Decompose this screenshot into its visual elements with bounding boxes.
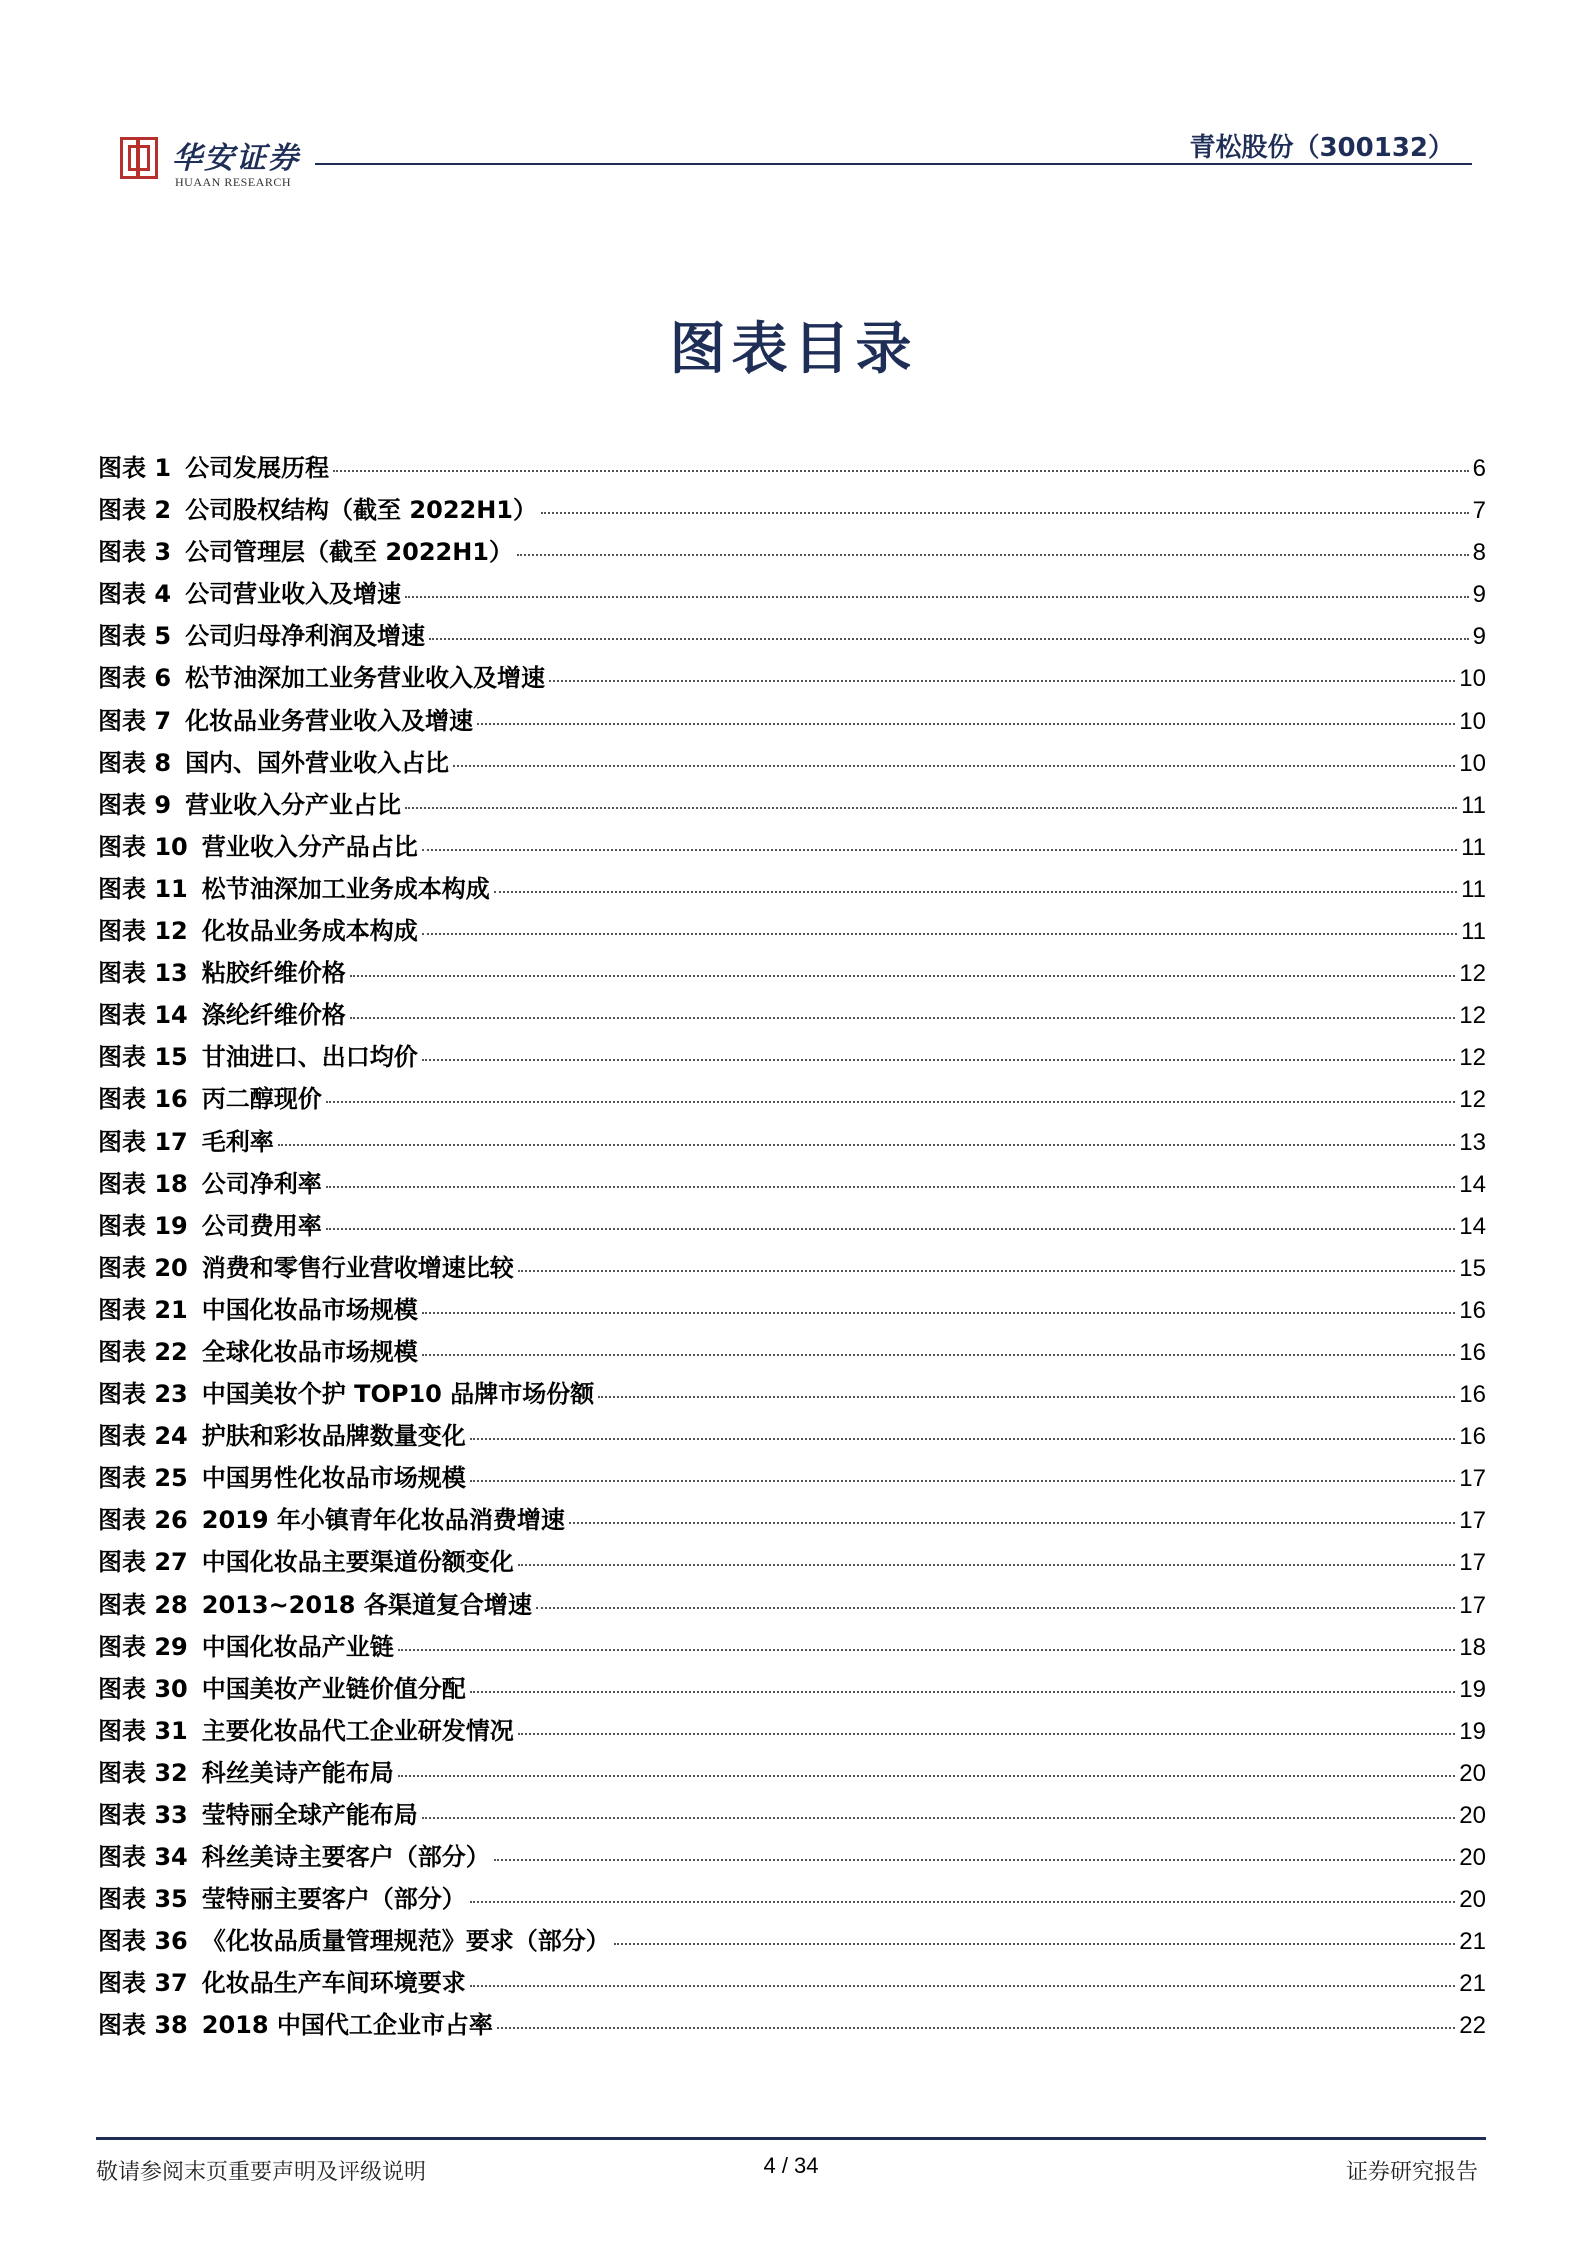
toc-leader-dots (470, 1901, 1456, 1903)
toc-leader-dots (497, 2027, 1455, 2029)
toc-entry-page: 17 (1459, 1465, 1486, 1493)
toc-entry-page: 21 (1459, 1970, 1486, 1998)
toc-entry-title: 科丝美诗主要客户（部分） (201, 1843, 490, 1872)
toc-entry-label: 图表 13 (98, 959, 188, 988)
toc-entry-page: 11 (1461, 833, 1486, 861)
toc-entry-title: 公司股权结构（截至 2022H1） (185, 496, 537, 525)
toc-entry-title: 公司归母净利润及增速 (185, 622, 426, 651)
huaan-logo-icon (120, 137, 158, 179)
toc-entry-title: 《化妆品质量管理规范》要求（部分） (201, 1927, 610, 1956)
toc-leader-dots (278, 1144, 1456, 1146)
toc-entry[interactable] (98, 1416, 1486, 1458)
toc-entry-title: 甘油进口、出口均价 (201, 1043, 418, 1072)
toc-entry[interactable] (98, 574, 1486, 616)
toc-entry-label: 图表 28 (98, 1590, 188, 1619)
toc-entry-title: 护肤和彩妆品牌数量变化 (201, 1422, 466, 1451)
toc-entry-page: 14 (1459, 1212, 1486, 1240)
toc-entry[interactable] (98, 785, 1486, 827)
toc-entry-page: 17 (1459, 1591, 1486, 1619)
toc-entry-label: 图表 36 (98, 1927, 188, 1956)
footer-disclaimer: 敬请参阅末页重要声明及评级说明 (96, 2160, 427, 2185)
toc-leader-dots (517, 554, 1469, 556)
toc-leader-dots (422, 1059, 1456, 1061)
toc-leader-dots (470, 1438, 1456, 1440)
toc-entry-label: 图表 10 (98, 832, 188, 861)
toc-entry-label: 图表 30 (98, 1674, 188, 1703)
toc-entry[interactable] (98, 1332, 1486, 1374)
toc-entry-label: 图表 7 (98, 706, 172, 735)
toc-entry-page: 8 (1472, 539, 1486, 567)
toc-entry-label: 图表 32 (98, 1758, 188, 1787)
toc-entry-title: 公司营业收入及增速 (185, 580, 402, 609)
toc-entry-label: 图表 22 (98, 1337, 188, 1366)
toc-entry-title: 公司净利率 (201, 1169, 322, 1198)
toc-leader-dots (422, 849, 1457, 851)
toc-entry-page: 20 (1459, 1802, 1486, 1829)
toc-entry[interactable] (98, 1542, 1486, 1584)
toc-entry[interactable] (98, 1627, 1486, 1669)
toc-leader-dots (518, 1564, 1456, 1566)
toc-entry-page: 16 (1459, 1296, 1486, 1324)
toc-leader-dots (614, 1943, 1456, 1945)
footer-divider (96, 2137, 1486, 2140)
toc-leader-dots (453, 765, 1455, 767)
toc-leader-dots (569, 1522, 1455, 1524)
toc-leader-dots (326, 1186, 1456, 1188)
toc-entry-label: 图表 38 (98, 2011, 188, 2040)
toc-leader-dots (494, 1859, 1456, 1861)
toc-entry-label: 图表 1 (98, 454, 172, 482)
toc-entry-label: 图表 27 (98, 1548, 188, 1577)
footer-report-type: 证券研究报告 (1345, 2160, 1478, 2185)
toc-entry-page: 12 (1459, 960, 1486, 988)
toc-entry[interactable] (98, 1374, 1486, 1416)
toc-leader-dots (398, 1775, 1456, 1777)
toc-leader-dots (518, 1733, 1456, 1735)
toc-entry-title: 松节油深加工业务营业收入及增速 (185, 664, 546, 693)
toc-entry-label: 图表 21 (98, 1295, 188, 1324)
toc-entry-title: 中国美妆个护 TOP10 品牌市场份额 (201, 1380, 595, 1409)
toc-entry[interactable] (98, 1206, 1486, 1248)
toc-entry-title: 2018 中国代工企业市占率 (201, 2011, 493, 2040)
toc-entry-page: 9 (1472, 581, 1486, 609)
toc-entry-label: 图表 8 (98, 748, 172, 777)
toc-entry[interactable] (98, 1753, 1486, 1795)
toc-entry-title: 营业收入分产业占比 (185, 790, 402, 819)
page-header (115, 125, 1472, 189)
toc-entry[interactable] (98, 1963, 1486, 2005)
toc-entry[interactable] (98, 953, 1486, 995)
toc-entry-title: 涤纶纤维价格 (201, 1001, 346, 1030)
toc-entry[interactable] (98, 1164, 1486, 1206)
toc-leader-dots (422, 1354, 1456, 1356)
toc-entry-page: 11 (1461, 875, 1486, 903)
toc-leader-dots (422, 933, 1457, 935)
toc-entry-label: 图表 26 (98, 1506, 188, 1535)
toc-entry[interactable] (98, 911, 1486, 953)
toc-entry[interactable] (98, 1248, 1486, 1290)
toc-entry-label: 图表 12 (98, 917, 188, 946)
toc-leader-dots (470, 1480, 1456, 1482)
toc-entry-label: 图表 11 (98, 874, 188, 903)
toc-entry-label: 图表 15 (98, 1043, 188, 1072)
toc-entry-label: 图表 14 (98, 1001, 188, 1030)
toc-entry[interactable] (98, 1879, 1486, 1921)
toc-entry-title: 公司发展历程 (185, 454, 330, 482)
toc-entry[interactable] (98, 1837, 1486, 1879)
toc-entry-label: 图表 24 (98, 1422, 188, 1451)
toc-entry-title: 化妆品生产车间环境要求 (201, 1969, 466, 1998)
toc-entry-label: 图表 25 (98, 1464, 188, 1493)
toc-entry-page: 13 (1459, 1128, 1486, 1156)
toc-entry[interactable] (98, 1585, 1486, 1627)
toc-entry-page: 10 (1459, 665, 1486, 693)
toc-entry-label: 图表 4 (98, 580, 172, 609)
toc-leader-dots (398, 1649, 1456, 1651)
toc-entry-page: 17 (1459, 1549, 1486, 1577)
toc-entry[interactable] (98, 995, 1486, 1037)
toc-entry[interactable] (98, 1037, 1486, 1079)
toc-entry[interactable] (98, 827, 1486, 869)
toc-entry-page: 11 (1461, 791, 1486, 819)
toc-entry-page: 19 (1459, 1717, 1486, 1745)
toc-entry[interactable] (98, 1500, 1486, 1542)
toc-entry[interactable] (98, 616, 1486, 658)
toc-entry-title: 化妆品业务成本构成 (201, 917, 418, 946)
page-footer (96, 2137, 1486, 2197)
toc-leader-dots (326, 1228, 1456, 1230)
toc-leader-dots (598, 1396, 1455, 1398)
toc-entry-title: 化妆品业务营业收入及增速 (185, 706, 474, 735)
toc-leader-dots (429, 638, 1469, 640)
logo-english-text: HUAAN RESEARCH (175, 175, 292, 189)
toc-entry-page: 12 (1459, 1002, 1486, 1030)
toc-entry-title: 莹特丽主要客户（部分） (201, 1885, 466, 1914)
toc-entry[interactable] (98, 532, 1486, 574)
toc-entry-page: 22 (1459, 2012, 1486, 2040)
toc-entry-title: 主要化妆品代工企业研发情况 (201, 1716, 514, 1745)
toc-leader-dots (405, 807, 1457, 809)
toc-entry-page: 21 (1459, 1928, 1486, 1956)
toc-entry-title: 粘胶纤维价格 (201, 959, 346, 988)
toc-entry-title: 中国化妆品产业链 (201, 1632, 394, 1661)
toc-entry-title: 松节油深加工业务成本构成 (201, 874, 490, 903)
header-divider (315, 163, 1472, 165)
toc-leader-dots (470, 1985, 1456, 1987)
company-ticker: 青松股份（300132） (1189, 133, 1454, 163)
toc-entry-label: 图表 3 (98, 538, 172, 567)
toc-entry[interactable] (98, 743, 1486, 785)
toc-entry-page: 14 (1459, 1170, 1486, 1198)
toc-entry-title: 全球化妆品市场规模 (201, 1337, 418, 1366)
toc-entry[interactable] (98, 1795, 1486, 1837)
toc-entry-label: 图表 17 (98, 1127, 188, 1156)
page-title: 图表目录 (669, 316, 918, 382)
toc-entry[interactable] (98, 658, 1486, 700)
toc-entry-page: 16 (1459, 1423, 1486, 1451)
toc-entry-label: 图表 33 (98, 1801, 188, 1829)
toc-leader-dots (477, 723, 1455, 725)
toc-entry-label: 图表 18 (98, 1169, 188, 1198)
toc-leader-dots (350, 1017, 1456, 1019)
toc-entry-label: 图表 2 (98, 496, 172, 525)
toc-entry-page: 19 (1459, 1675, 1486, 1703)
page-number: 4 / 34 (763, 2153, 819, 2178)
toc-entry[interactable] (98, 1079, 1486, 1121)
toc-entry-page: 6 (1472, 455, 1486, 482)
toc-entry[interactable] (98, 490, 1486, 532)
toc-entry-label: 图表 9 (98, 790, 172, 819)
toc-entry-page: 16 (1459, 1381, 1486, 1409)
toc-entry-label: 图表 20 (98, 1253, 188, 1282)
toc-entry-label: 图表 5 (98, 622, 172, 651)
toc-entry-title: 科丝美诗产能布局 (201, 1758, 394, 1787)
toc-entry-label: 图表 37 (98, 1969, 188, 1998)
toc-entry-page: 11 (1461, 918, 1486, 946)
toc-entry-page: 18 (1459, 1633, 1486, 1661)
toc-entry-label: 图表 19 (98, 1211, 188, 1240)
toc-entry-page: 20 (1459, 1759, 1486, 1787)
toc-entry-label: 图表 23 (98, 1380, 188, 1409)
toc-entry-page: 20 (1459, 1844, 1486, 1872)
toc-entry[interactable] (98, 1711, 1486, 1753)
toc-entry-page: 12 (1459, 1044, 1486, 1072)
toc-leader-dots (541, 512, 1469, 514)
toc-entry[interactable] (98, 1921, 1486, 1963)
toc-leader-dots (536, 1607, 1455, 1609)
toc-entry-page: 10 (1459, 749, 1486, 777)
toc-entry-title: 毛利率 (201, 1127, 274, 1156)
toc-entry-page: 20 (1459, 1886, 1486, 1914)
table-of-figures (98, 448, 1486, 2048)
toc-entry-label: 图表 16 (98, 1085, 188, 1114)
toc-leader-dots (494, 891, 1457, 893)
toc-entry-title: 中国化妆品主要渠道份额变化 (201, 1548, 514, 1577)
toc-entry[interactable] (98, 1458, 1486, 1500)
toc-leader-dots (422, 1312, 1456, 1314)
toc-leader-dots (518, 1270, 1456, 1272)
toc-entry-title: 公司费用率 (201, 1211, 322, 1240)
toc-entry-title: 中国男性化妆品市场规模 (201, 1464, 466, 1493)
logo-chinese-text: 华安证券 (172, 141, 300, 176)
toc-entry[interactable] (98, 869, 1486, 911)
toc-entry-label: 图表 34 (98, 1843, 188, 1872)
toc-entry[interactable] (98, 1290, 1486, 1332)
toc-entry-title: 2013~2018 各渠道复合增速 (201, 1590, 532, 1619)
toc-entry[interactable] (98, 1669, 1486, 1711)
toc-entry-page: 15 (1459, 1254, 1486, 1282)
toc-entry-title: 国内、国外营业收入占比 (185, 748, 450, 777)
toc-leader-dots (350, 975, 1456, 977)
toc-entry-label: 图表 35 (98, 1885, 188, 1914)
toc-entry-label: 图表 31 (98, 1716, 188, 1745)
toc-entry-title: 消费和零售行业营收增速比较 (201, 1253, 514, 1282)
toc-entry-label: 图表 29 (98, 1632, 188, 1661)
toc-entry-title: 2019 年小镇青年化妆品消费增速 (201, 1506, 565, 1535)
toc-entry[interactable] (98, 1122, 1486, 1164)
toc-entry-label: 图表 6 (98, 664, 172, 693)
toc-leader-dots (405, 596, 1469, 598)
toc-entry[interactable] (98, 448, 1486, 490)
toc-leader-dots (326, 1101, 1456, 1103)
toc-entry-page: 7 (1472, 497, 1486, 525)
toc-entry-title: 丙二醇现价 (201, 1085, 322, 1114)
toc-leader-dots (470, 1691, 1456, 1693)
toc-entry-page: 12 (1459, 1086, 1486, 1114)
toc-entry-title: 营业收入分产品占比 (201, 832, 418, 861)
toc-leader-dots (422, 1817, 1456, 1819)
toc-entry-page: 16 (1459, 1338, 1486, 1366)
toc-entry-title: 公司管理层（截至 2022H1） (185, 538, 513, 567)
toc-leader-dots (333, 470, 1469, 472)
toc-entry-title: 中国美妆产业链价值分配 (201, 1674, 466, 1703)
toc-entry-page: 17 (1459, 1507, 1486, 1535)
toc-entry-page: 9 (1472, 623, 1486, 651)
toc-entry-title: 莹特丽全球产能布局 (201, 1801, 418, 1829)
toc-entry[interactable] (98, 701, 1486, 743)
toc-entry-page: 10 (1459, 707, 1486, 735)
toc-entry[interactable] (98, 2005, 1486, 2047)
toc-leader-dots (549, 680, 1455, 682)
toc-entry-title: 中国化妆品市场规模 (201, 1295, 418, 1324)
